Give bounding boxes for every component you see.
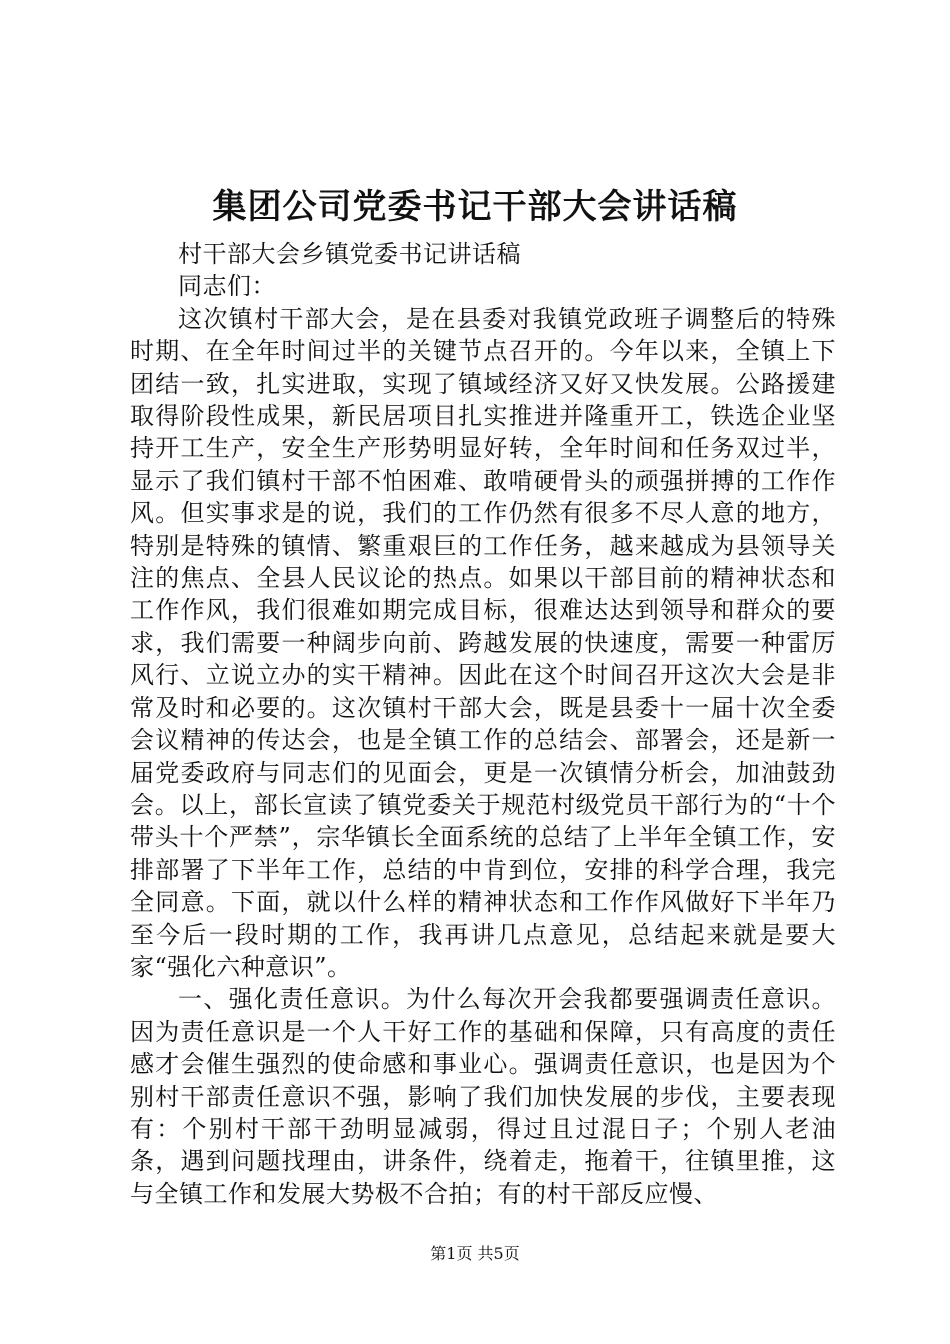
body-paragraph: 一、强化责任意识。为什么每次开会我都要强调责任意识。因为责任意识是一个人干好工作的基础和保障，只有高度的责任感才会催生强烈的使命感和事业心。强调责任意识，也是因为个别村干部责任意识不强，影响了我们加快发展的步伐，主要表现有：个别村干部干劲明显减弱，得过且过混日子；个别人老油条，遇到问题找理由，讲条件，绕着走，拖着干，往镇里推，这与全镇工作和发展大势极不合拍；有的村干部反应慢、 — [130, 985, 836, 1208]
page-number-footer: 第1页 共5页 — [430, 1244, 520, 1263]
subtitle-paragraph: 村干部大会乡镇党委书记讲话稿 — [178, 240, 521, 268]
salutation-paragraph: 同志们： — [178, 272, 276, 301]
document-title: 集团公司党委书记干部大会讲话稿 — [212, 187, 738, 227]
document-body — [130, 238, 836, 1210]
body-paragraph: 这次镇村干部大会，是在县委对我镇党政班子调整后的特殊时期、在全年时间过半的关键节点召开的。今年以来，全镇上下团结一致，扎实进取，实现了镇域经济又好又快发展。公路援建取得阶段性成果，新民居项目扎实推进并隆重开工，铁选企业坚持开工生产，安全生产形势明显好转，全年时间和任务双过半，显示了我们镇村干部不怕困难、敢啃硬骨头的顽强拼搏的工作作风。但实事求是的说，我们的工作仍然有很多不尽人意的地方，特别是特殊的镇情、繁重艰巨的工作任务，越来越成为县领导关注的焦点、全县人民议论的热点。如果以干部目前的精神状态和工作作风，我们很难如期完成目标，很难达达到领导和群众的要求，我们需要一种阔步向前、跨越发展的快速度，需要一种雷厉风行、立说立办的实干精神。因此在这个时间召开这次大会是非常及时和必要的。这次镇村干部大会，既是县委十一届十次全委会议精神的传达会，也是全镇工作的总结会、部署会，还是新一届党委政府与同志们的见面会，更是一次镇情分析会，加油鼓劲会。以上，部长宣读了镇党委关于规范村级党员干部行为的“十个带头十个严禁”，宗华镇长全面系统的总结了上半年全镇工作，安排部署了下半年工作，总结的中肯到位，安排的科学合理，我完全同意。下面，就以什么样的精神状态和工作作风做好下半年乃至今后一段时期的工作，我再讲几点意见，总结起来就是要大家“强化六种意识”。 — [130, 304, 836, 981]
